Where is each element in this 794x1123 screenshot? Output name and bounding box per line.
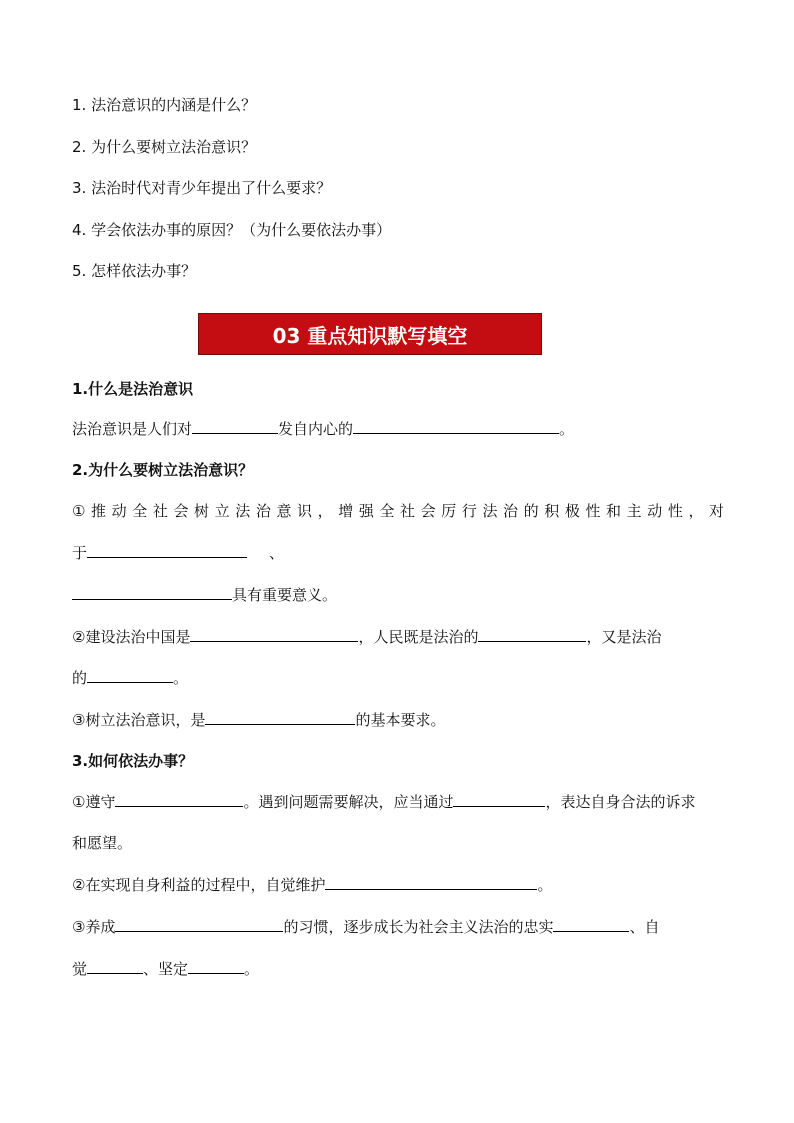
question-5: 5. 怎样依法办事？ (72, 262, 197, 280)
text: ，表达自身合法的诉求 (545, 793, 696, 811)
blank[interactable] (325, 875, 537, 890)
section-2-heading: 2.为什么要树立法治意识？ (72, 461, 254, 479)
blank[interactable] (72, 585, 232, 600)
section-3-para-1-line-2: 和愿望。 (72, 834, 133, 852)
text: 、自 (629, 918, 660, 936)
blank[interactable] (87, 668, 173, 683)
question-3: 3. 法治时代对青少年提出了什么要求？ (72, 179, 332, 197)
text: 。遇到问题需要解决，应当通过 (243, 793, 454, 811)
section-2-para-2-line-2 (72, 667, 188, 688)
blank[interactable] (87, 959, 143, 974)
blank[interactable] (453, 792, 545, 807)
text: 。 (244, 960, 260, 978)
section-1-heading: 1.什么是法治意识 (72, 380, 194, 398)
text: ②建设法治中国是 (72, 628, 191, 646)
text: ③树立法治意识，是 (72, 711, 206, 729)
section-2-para-1: ①推动全社会树立法治意识，增强全社会厉行法治的积极性和主动性，对 (72, 502, 730, 520)
text: 、坚定 (143, 960, 189, 978)
text: ，人民既是法治的 (358, 628, 479, 646)
text: ②在实现自身利益的过程中，自觉维护 (72, 876, 326, 894)
text: ③养成 (72, 918, 116, 936)
text: ，又是法治 (586, 628, 662, 646)
text: 、 (269, 544, 285, 562)
section-1-line-1 (72, 418, 574, 439)
blank[interactable] (192, 419, 278, 434)
blank[interactable] (553, 917, 629, 932)
section-3-para-2 (72, 874, 552, 895)
text: 。 (559, 420, 575, 438)
section-3-para-3 (72, 916, 659, 937)
blank[interactable] (115, 917, 283, 932)
blank[interactable] (353, 419, 559, 434)
text: 的 (72, 669, 88, 687)
blank[interactable] (188, 959, 244, 974)
text: 法治意识是人们对 (72, 420, 193, 438)
text: 。 (173, 669, 189, 687)
text: 具有重要意义。 (232, 586, 338, 604)
text: 的习惯，逐步成长为社会主义法治的忠实 (283, 918, 554, 936)
blank[interactable] (87, 543, 247, 558)
text: 于 (72, 544, 88, 562)
section-2-para-1-line-3 (72, 584, 337, 605)
section-3-para-3-line-2 (72, 958, 259, 979)
section-2-para-1-line-2 (72, 542, 284, 563)
text: 的基本要求。 (355, 711, 446, 729)
text: 发自内心的 (278, 420, 354, 438)
text: ①遵守 (72, 793, 116, 811)
section-3-heading: 3.如何依法办事？ (72, 752, 194, 770)
question-4: 4. 学会依法办事的原因？（为什么要依法办事） (72, 221, 392, 239)
section-banner-title: 03 重点知识默写填空 (272, 323, 468, 348)
text: 觉 (72, 960, 88, 978)
blank[interactable] (205, 710, 355, 725)
section-3-para-1 (72, 791, 695, 812)
blank[interactable] (478, 627, 586, 642)
blank[interactable] (115, 792, 243, 807)
blank[interactable] (190, 627, 358, 642)
question-2: 2. 为什么要树立法治意识？ (72, 138, 257, 156)
text: 。 (537, 876, 553, 894)
section-2-para-3 (72, 709, 445, 730)
section-banner (198, 313, 542, 355)
question-1: 1. 法治意识的内涵是什么？ (72, 96, 257, 114)
section-2-para-2 (72, 626, 661, 647)
